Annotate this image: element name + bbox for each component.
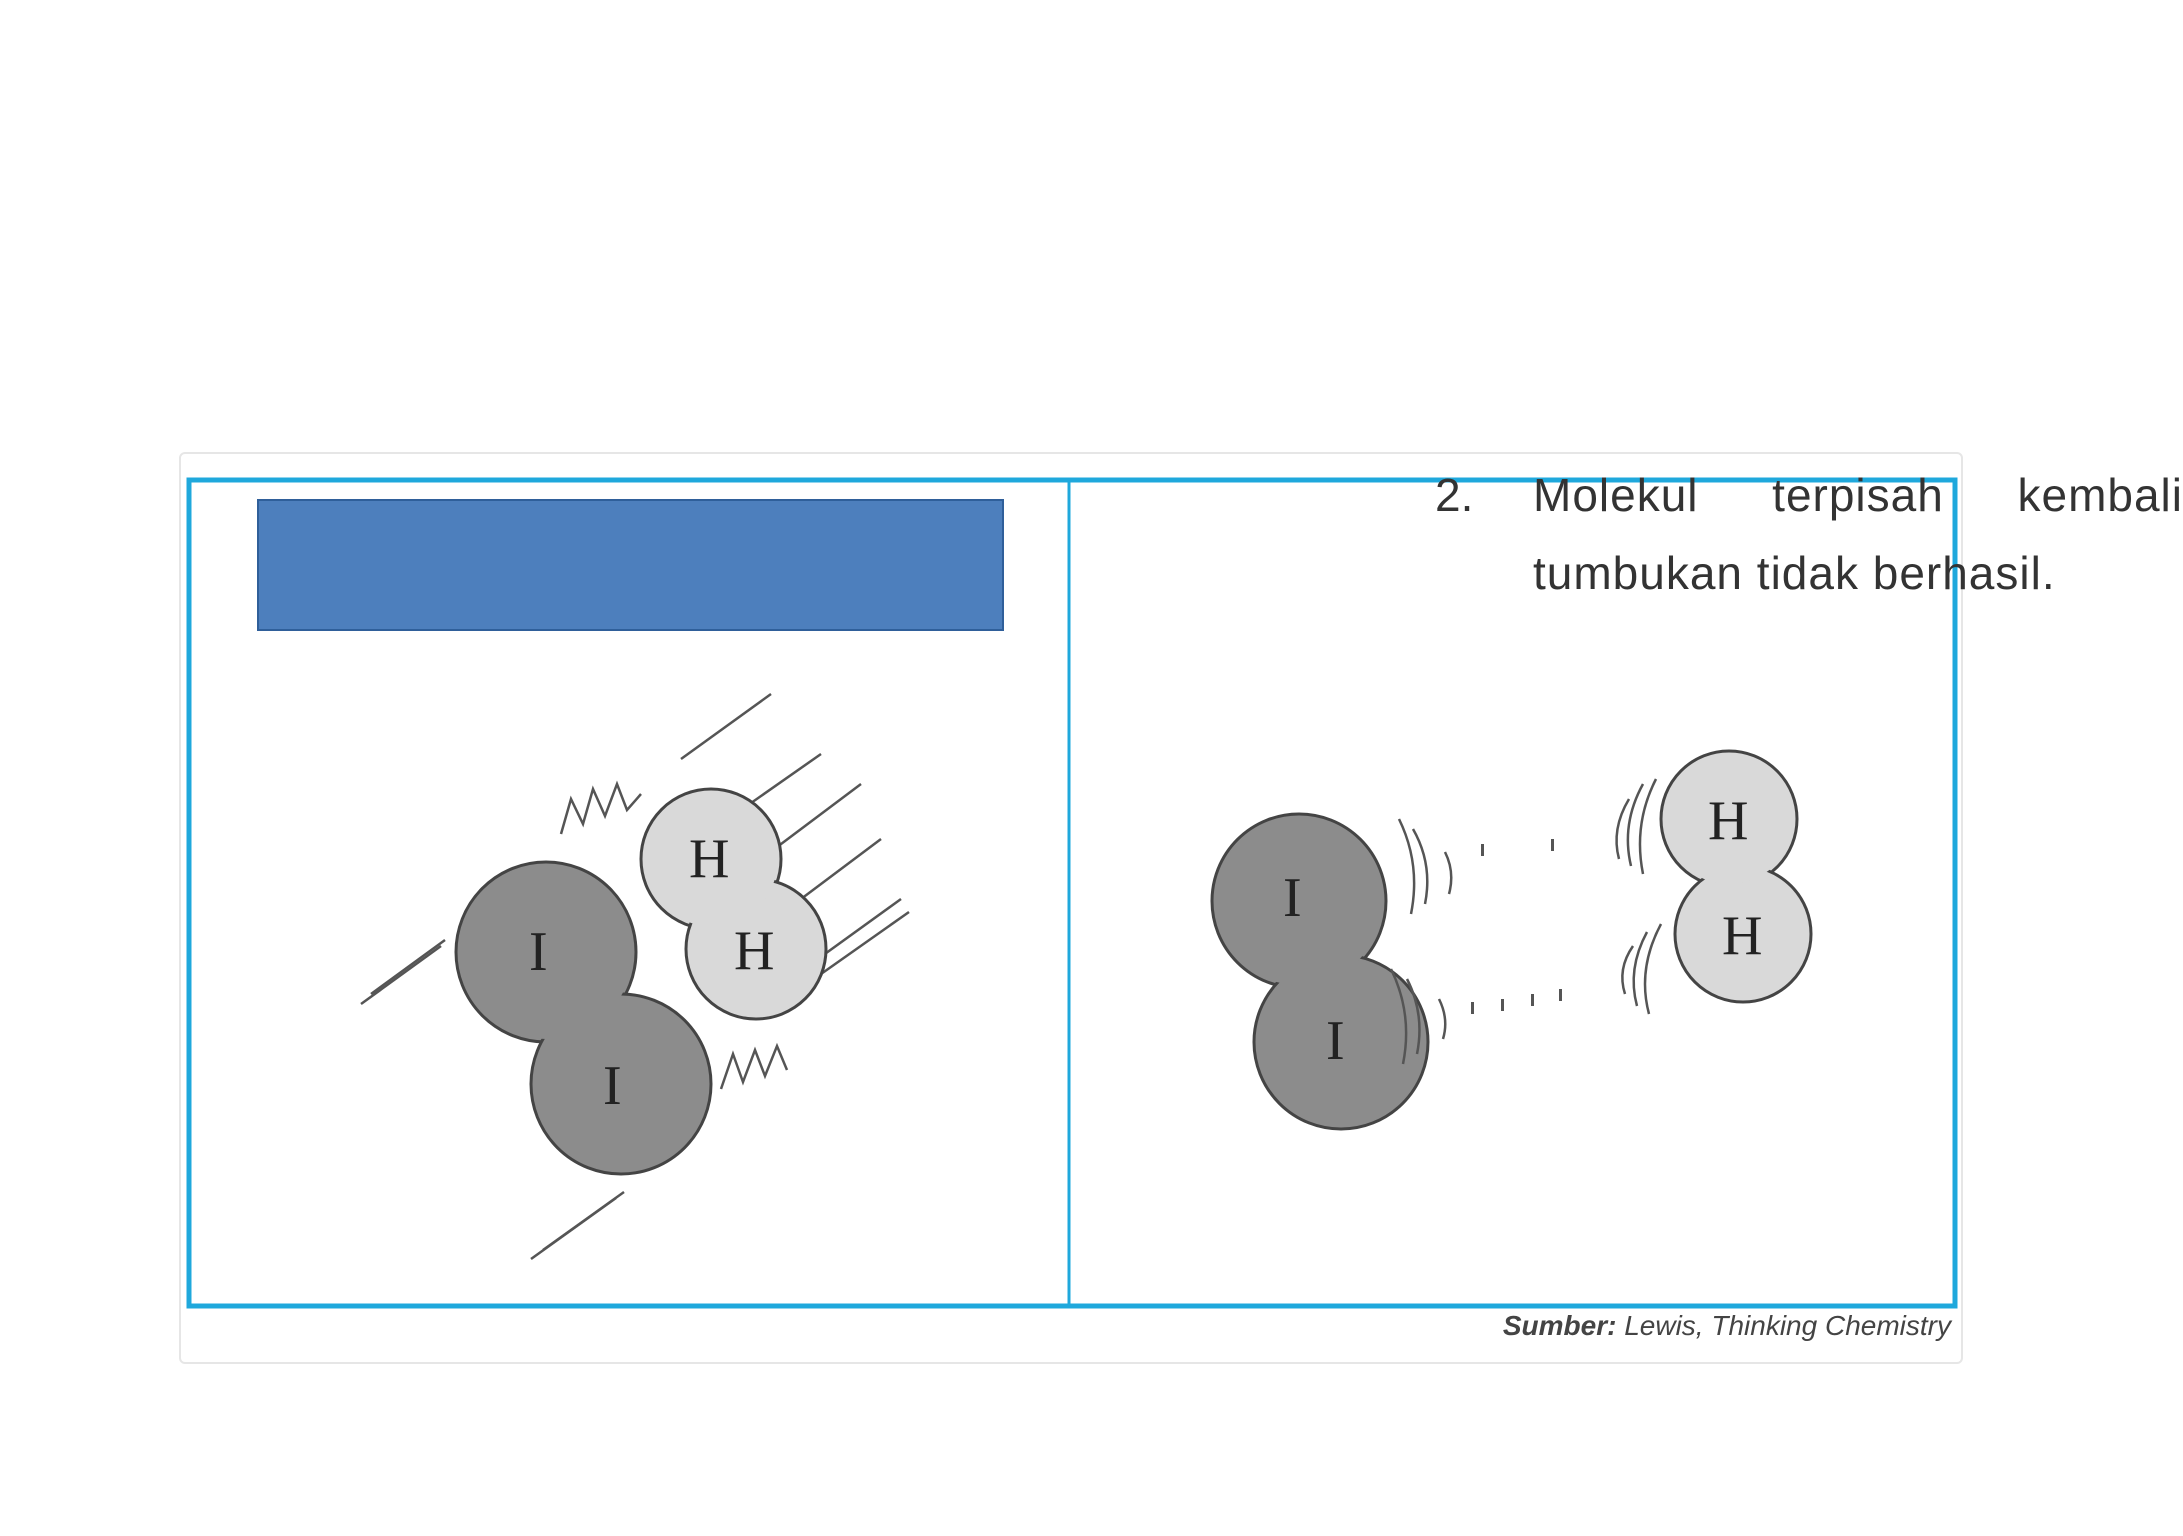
atom-label-i: I (603, 1055, 622, 1117)
motion-dots (1471, 839, 1562, 1014)
caption-text: Molekul terpisah kembali tumbukan tidak berhasil. (1533, 469, 2183, 599)
atom-label-i: I (529, 921, 548, 983)
source-prefix: Sumber: (1502, 1310, 1617, 1341)
caption-redaction-box (258, 500, 1003, 630)
source-text: Lewis, Thinking Chemistry (1624, 1310, 1951, 1341)
figure-card (179, 452, 2183, 1364)
source-credit (1503, 1310, 1951, 1342)
hydrogen-molecule-2 (1661, 751, 1811, 1002)
iodine-molecule-2 (1212, 814, 1428, 1129)
panel-2-diagram (1212, 751, 1811, 1129)
atom-label-h: H (689, 828, 730, 890)
caption-number: 2. (1435, 469, 1474, 521)
atom-label-i: I (1283, 867, 1302, 929)
atom-label-h: H (734, 920, 775, 982)
motion-arcs (1391, 779, 1661, 1064)
atom-label-i: I (1326, 1010, 1345, 1072)
atom-label-h: H (1722, 905, 1763, 967)
panel-1-diagram (361, 694, 909, 1259)
atom-label-h: H (1708, 790, 1749, 852)
hydrogen-molecule-1 (641, 789, 826, 1019)
